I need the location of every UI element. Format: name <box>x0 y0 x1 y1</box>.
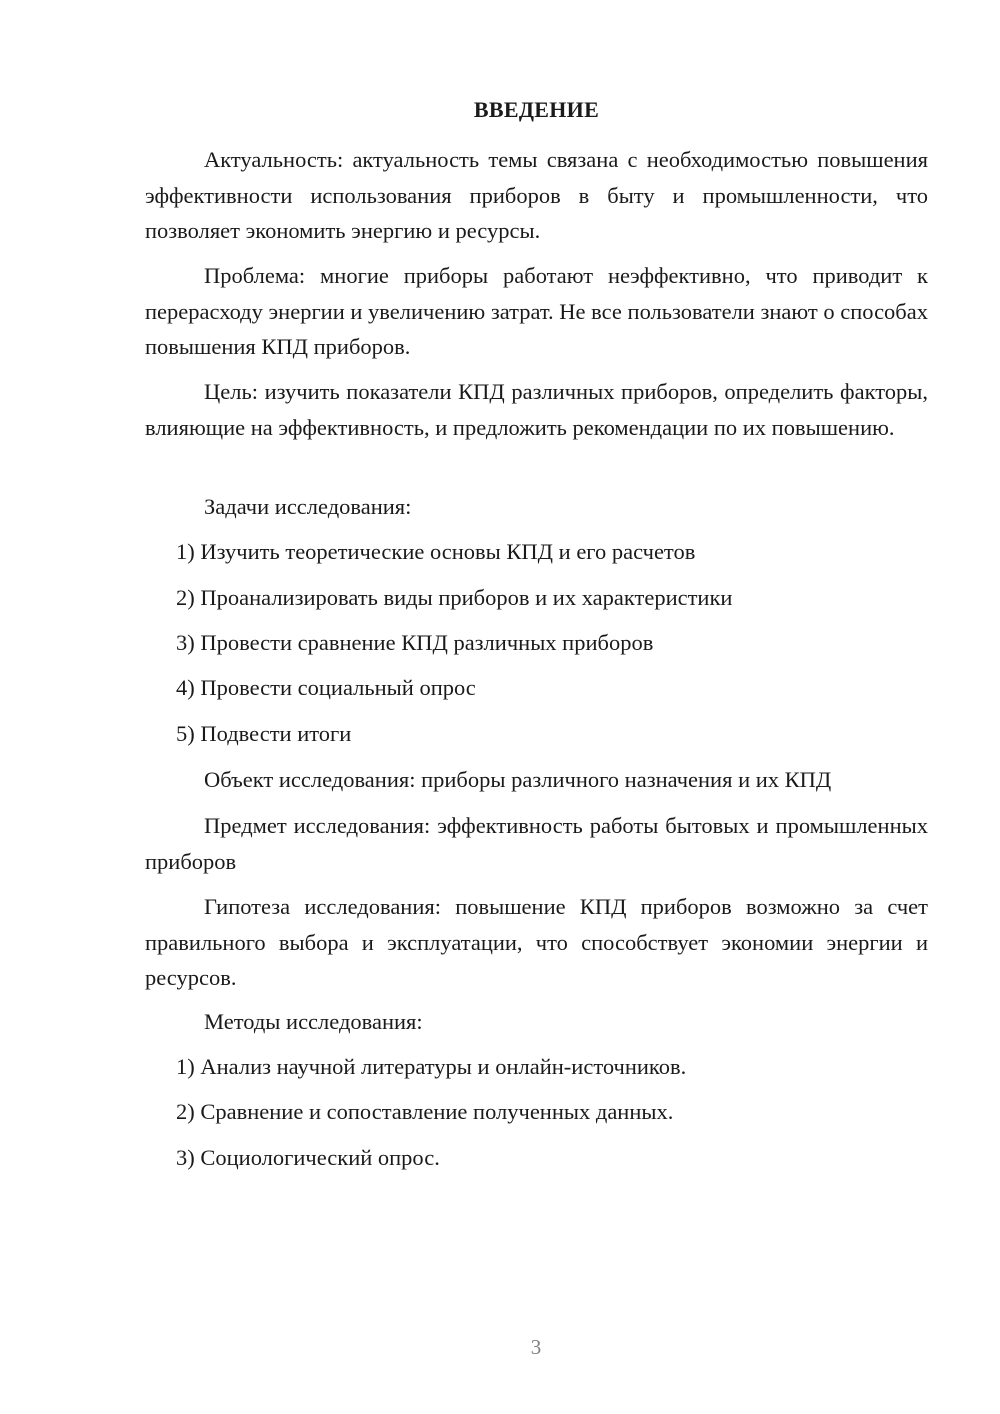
page-title: ВВЕДЕНИЕ <box>473 97 600 122</box>
task-item: 3) Провести сравнение КПД различных приборов <box>176 630 654 655</box>
subject-paragraph: Предмет исследования: эффективность работы бытовых и промышленных приборов <box>145 813 928 874</box>
method-item: 1) Анализ научной литературы и онлайн-источников. <box>176 1054 687 1079</box>
method-item: 2) Сравнение и сопоставление полученных данных. <box>176 1099 674 1124</box>
methods-heading: Методы исследования: <box>204 1009 423 1034</box>
tasks-heading: Задачи исследования: <box>204 494 412 519</box>
page-number: 3 <box>530 1335 542 1359</box>
task-item: 4) Провести социальный опрос <box>176 675 476 700</box>
hypothesis-paragraph: Гипотеза исследования: повышение КПД приборов возможно за счет правильного выбора и эксплуатации, что способствует экономии энергии и ресурсов. <box>145 894 928 990</box>
relevance-paragraph: Актуальность: актуальность темы связана с необходимостью повышения эффективности использования приборов в быту и промышленности, что позволяет экономить энергию и ресурсы. <box>145 147 928 243</box>
goal-paragraph: Цель: изучить показатели КПД различных приборов, определить факторы, влияющие на эффективность, и предложить рекомендации по их повышению. <box>145 379 928 440</box>
task-item: 1) Изучить теоретические основы КПД и его расчетов <box>176 539 696 564</box>
problem-paragraph: Проблема: многие приборы работают неэффективно, что приводит к перерасходу энергии и увеличению затрат. Не все пользователи знают о способах повышения КПД приборов. <box>145 263 928 359</box>
task-item: 2) Проанализировать виды приборов и их характеристики <box>176 585 733 610</box>
method-item: 3) Социологический опрос. <box>176 1145 440 1170</box>
task-item: 5) Подвести итоги <box>176 721 352 746</box>
object-line: Объект исследования: приборы различного назначения и их КПД <box>204 767 832 792</box>
